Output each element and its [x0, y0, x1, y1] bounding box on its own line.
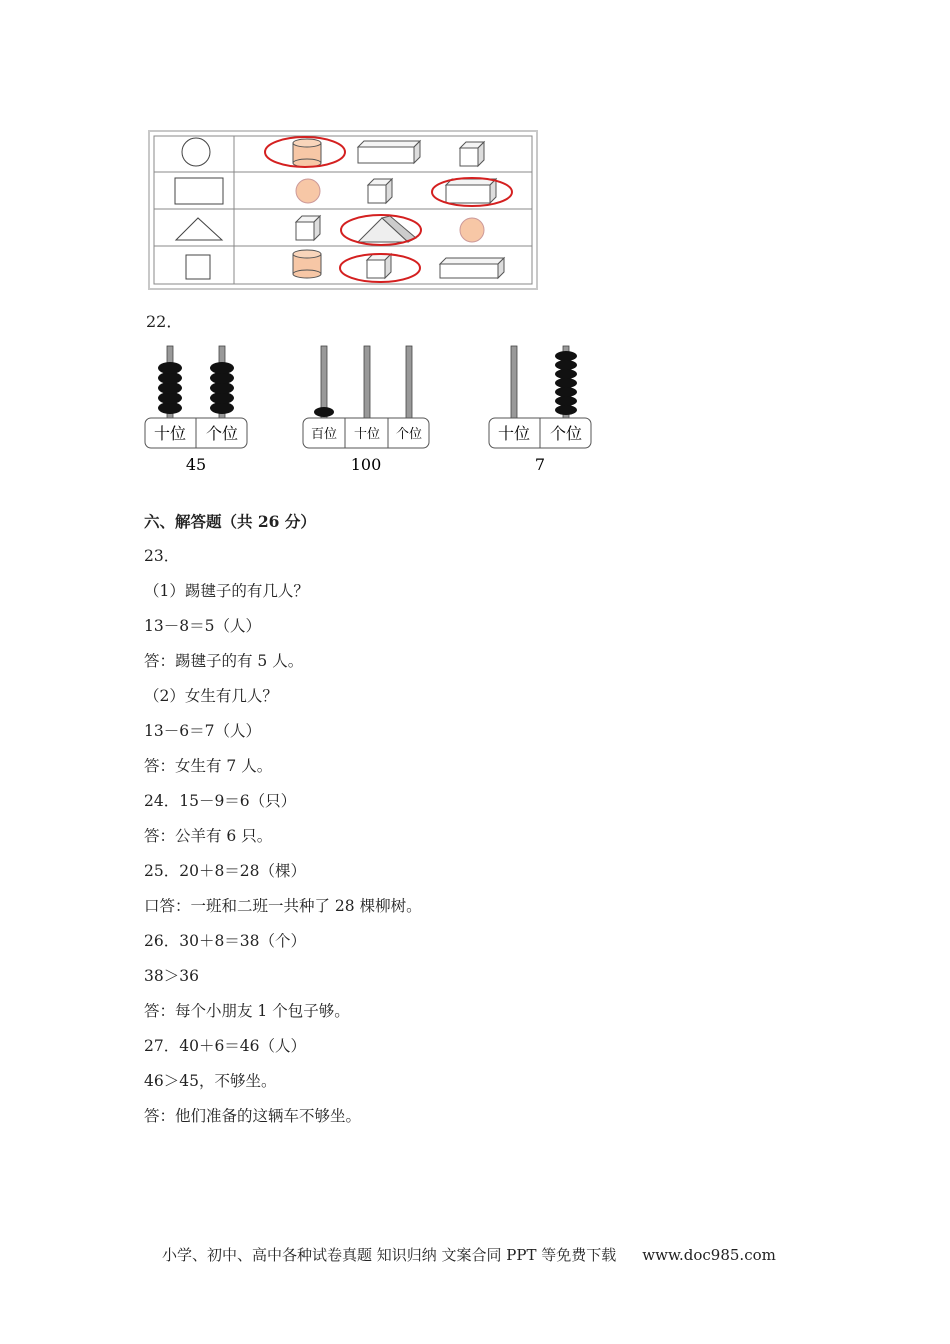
answer-line: 27．40＋6＝46（人）	[144, 1037, 307, 1055]
cube-icon	[368, 179, 392, 203]
answer-line: 答：踢毽子的有 5 人。	[144, 652, 304, 670]
answer-line: 答：女生有 7 人。	[144, 757, 273, 775]
abacus-label: 个位	[395, 427, 423, 442]
cube-icon	[296, 216, 320, 240]
answer-line: 答：公羊有 6 只。	[144, 827, 273, 845]
abacus-label: 十位	[497, 424, 531, 443]
abacus-value: 100	[350, 455, 382, 474]
footer-text: 小学、初中、高中各种试卷真题 知识归纳 文案合同 PPT 等免费下载	[162, 1246, 617, 1264]
abacus-100	[302, 344, 430, 478]
cuboid-icon	[446, 179, 496, 203]
abacus-7	[488, 344, 592, 478]
answer-line: 26．30＋8＝38（个）	[144, 932, 307, 950]
shape-matching-table	[148, 130, 538, 290]
cylinder-icon	[293, 250, 321, 278]
cylinder-icon	[293, 139, 321, 167]
answer-line: （2）女生有几人？	[144, 687, 278, 705]
orange-ball-icon	[296, 179, 320, 203]
answer-line: 答：他们准备的这辆车不够坐。	[144, 1107, 362, 1125]
abacus-label: 百位	[310, 427, 338, 442]
answer-line: 25．20＋8＝28（棵）	[144, 862, 307, 880]
answer-line: 答：每个小朋友 1 个包子够。	[144, 1002, 350, 1020]
page-footer	[162, 1244, 776, 1265]
section-heading: 六、解答题（共 26 分）	[144, 512, 316, 531]
answer-line: 46＞45，不够坐。	[144, 1072, 277, 1090]
abacus-beads	[158, 362, 234, 414]
abacus-value: 45	[185, 455, 207, 474]
abacus-label: 个位	[205, 424, 239, 443]
cube-icon	[367, 254, 391, 278]
answer-section	[144, 504, 844, 1134]
answer-line: 38＞36	[144, 967, 199, 985]
footer-site-link[interactable]: www.doc985.com	[642, 1246, 776, 1264]
abacus-beads	[555, 351, 577, 415]
circle-shape-icon	[182, 138, 210, 166]
cuboid-icon	[358, 141, 420, 163]
answer-line: 13－6＝7（人）	[144, 722, 261, 740]
answer-line: （1）踢毽子的有几人？	[144, 582, 309, 600]
abacus-label: 十位	[153, 424, 187, 443]
square-shape-icon	[186, 255, 210, 279]
orange-ball-icon	[460, 218, 484, 242]
answer-line: 13－8＝5（人）	[144, 617, 261, 635]
abacus-label: 十位	[353, 427, 381, 442]
answer-line: 24．15－9＝6（只）	[144, 792, 297, 810]
rectangle-shape-icon	[175, 178, 223, 204]
abacus-label: 个位	[549, 424, 583, 443]
answer-line: 口答：一班和二班一共种了 28 棵柳树。	[144, 897, 422, 915]
cube-icon	[460, 142, 484, 166]
abacus-bead	[314, 407, 334, 417]
question-22-number: 22．	[146, 312, 183, 331]
cuboid-icon	[440, 258, 504, 278]
abacus-45	[144, 344, 248, 478]
abacus-value: 7	[534, 455, 546, 474]
answer-line: 23．	[144, 547, 180, 565]
